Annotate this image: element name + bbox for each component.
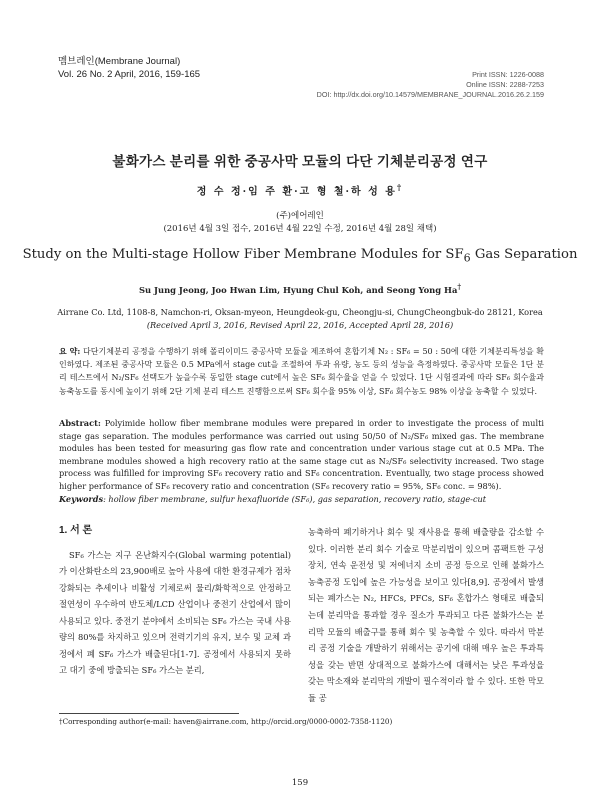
footnote-corresponding-author: †Corresponding author(e-mail: haven@airrane.com, http://orcid.org/0000-0002-7358-1120) <box>59 717 393 726</box>
keywords-text: : hollow fiber membrane, sulfur hexafluoride (SF₆), gas separation, recovery ratio, stage-cut <box>103 494 487 504</box>
dates-korean: (2016년 4월 3일 접수, 2016년 4월 22일 수정, 2016년 4월 28일 채택) <box>163 224 437 234</box>
journal-volume: Vol. 26 No. 2 April, 2016, 159-165 <box>58 69 201 80</box>
section-heading-introduction: 1. 서 론 <box>59 525 93 536</box>
doi-link[interactable]: DOI: http://dx.doi.org/10.14579/MEMBRANE_JOURNAL.2016.26.2.159 <box>316 90 544 99</box>
body-column-right <box>308 524 544 707</box>
abstract-korean-text: 다단기체분리 공정을 수행하기 위해 폴리이미드 중공사막 모듈을 제조하여 혼합기체 N₂ : SF₆ = 50 : 50에 대한 기체분리특성을 확인하였다. 제조된 중공사막 모듈은 0.5 MPa에서 stage cut을 조절하여 투과 유량, 농도 등의 성능을 측정하였다. 중공사막 모듈은 1단 분리 테스트에서 N₂/SF₆ 선택도가 높을수록 동일한 stage cut에서 높은 SF₆ 회수율을 얻을 수 있었다. 1단 시험결과에 따라 SF₆ 회수율과 농축농도를 동시에 높이기 위해 2단 기체 분리 테스트 진행함으로써 SF₆ 회수율 95% 이상, SF₆ 회수농도 98% 이상을 농축할 수 있었다. <box>59 347 544 396</box>
affiliation-korean-block <box>0 210 600 236</box>
abstract-english <box>59 417 544 492</box>
body-paragraph-right: 농축하여 폐기하거나 회수 및 재사용을 통해 배출량을 감소할 수 있다. 이러한 분리 회수 기술로 막분리법이 있으며 콤팩트한 구성장치, 연속 운전성 및 저에너지 소비 공정 등으로 인해 불화가스 농축공정 도입에 높은 가능성을 보이고 있다[8,9]. 공정에서 발생되는 폐가스는 N₂, HFCs, PFCs, SF₆ 혼합가스 형태로 배출되는데 분리막을 통과할 경우 질소가 투과되고 다른 불화가스는 분리막 모듈의 배출구를 통해 회수 및 농축할 수 있다. 따라서 막분리 공정 기술을 개발하기 위해서는 공기에 대해 매우 높은 투과특성을 갖는 반면 상대적으로 불화가스에 대해서는 낮은 투과성을 갖는 막소재와 분리막의 개발이 필수적이라 할 수 있다. 또한 막모듈 공 <box>308 527 544 703</box>
corresponding-mark-english: † <box>457 282 462 291</box>
title-english-end: Gas Separation <box>470 247 578 262</box>
abstract-korean-lead: 요 약: <box>59 346 81 356</box>
journal-name: 멤브레인(Membrane Journal) <box>58 56 181 67</box>
corresponding-mark: † <box>396 182 404 192</box>
paper-title-korean: 불화가스 분리를 위한 중공사막 모듈의 다단 기체분리공정 연구 <box>112 154 488 169</box>
keywords <box>59 494 544 504</box>
dates-english: (Received April 3, 2016, Revised April 22, 2016, Accepted April 28, 2016) <box>146 320 454 330</box>
title-english-subscript: 6 <box>463 251 471 265</box>
body-column-left <box>59 523 291 679</box>
abstract-english-text: Polyimide hollow fiber membrane modules were prepared in order to investigate the process of multi stage gas separation. The modules performance was carried out using 50/50 of N₂/SF₆ mixed gas. The membrane modules has been tested for measuring gas flow rate and concentration under various stage cut at 0.5 MPa. The membrane modules showed a high recovery ratio at the same stage cut as N₂/SF₆ selectivity increased. Two stage process was fulfilled for improving SF₆ recovery ratio and SF₆ concentration. Eventually, two stage process showed higher performance of SF₆ recovery ratio and concentration (SF₆ recovery ratio = 95%, SF₆ conc. = 98%). <box>59 418 544 491</box>
online-issn: Online ISSN: 2288-7253 <box>466 80 544 89</box>
authors-korean <box>0 182 600 197</box>
affiliation-english-block <box>0 306 600 332</box>
authors-korean-names: 정 수 정·임 주 환·고 형 철·하 성 용 <box>196 186 397 198</box>
issn-block <box>317 70 544 100</box>
authors-english <box>0 282 600 295</box>
keywords-lead: Keywords <box>59 494 104 504</box>
affiliation-english: Airrane Co. Ltd, 1108-8, Namchon-ri, Oksan-myeon, Heungdeok-gu, Cheongju-si, ChungCheongbuk-do 28121, Korea <box>57 307 543 317</box>
journal-header <box>58 55 200 81</box>
footnote-divider <box>59 713 239 714</box>
abstract-korean <box>59 345 544 398</box>
abstract-english-lead: Abstract: <box>59 418 101 428</box>
page-number: 159 <box>291 778 309 788</box>
paper-title-english <box>0 247 600 265</box>
authors-english-names: Su Jung Jeong, Joo Hwan Lim, Hyung Chul Koh, and Seong Yong Ha <box>138 284 458 295</box>
body-paragraph-left: SF₆ 가스는 지구 온난화지수(Global warming potential)가 이산화탄소의 23,900배로 높아 사용에 대한 환경규제가 점차 강화되는 추세이나 비활성 기체로써 물리/화학적으로 안정하고 절연성이 우수하여 반도체/LCD 산업이나 중전기 산업에서 많이 사용되고 있다. 중전기 분야에서 소비되는 SF₆ 가스는 국내 사용량의 80%를 차지하고 있으며 전력기기의 유지, 보수 및 교체 과정에서 폐 SF₆ 가스가 배출된다[1-7]. 공정에서 사용되지 못하고 대기 중에 방출되는 SF₆ 가스는 분리, <box>59 549 291 675</box>
title-english-main: Study on the Multi-stage Hollow Fiber Membrane Modules for SF <box>22 247 464 262</box>
affiliation-korean: (주)에어레인 <box>276 211 324 221</box>
print-issn: Print ISSN: 1226-0088 <box>472 70 544 79</box>
